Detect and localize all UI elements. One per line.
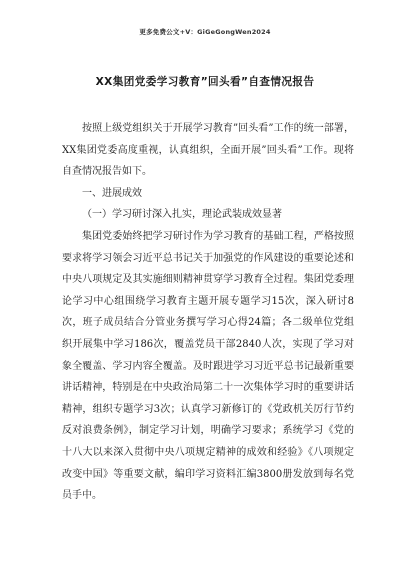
intro-paragraph: 按照上级党组织关于开展学习教育”回头看”工作的统一部署，XX集团党委高度重视，认真组织，全面开展”回头看”工作。现将自查情况报告如下。	[62, 123, 354, 178]
header-note: 更多免费公文+V：GiGeGongWen2024	[139, 28, 271, 36]
document-body	[62, 118, 354, 507]
subsection-heading: （一）学习研讨深入扎实，理论武装成效显著	[82, 209, 282, 221]
section-heading: 一、进展成效	[82, 187, 142, 199]
body-paragraph: 集团党委始终把学习研讨作为学习教育的基础工程，严格按照要求将学习领会习近平总书记关于加强党的作风建设的重要论述和中央八项规定及其实施细则精神贯穿学习教育全过程。集团党委理论学习中心组围绕学习教育主题开展专题学习15次，深入研讨8次，班子成员结合分管业务撰写学习心得24篇；各二级单位党组织开展集中学习186次，覆盖党员干部2840人次，实现了学习对象全覆盖、学习内容全覆盖。及时跟进学习习近平总书记最新重要讲话精神，特别是在中央政治局第二十一次集体学习时的重要讲话精神，组织专题学习3次；认真学习新修订的《党政机关厉行节约反对浪费条例》，制定学习计划，明确学习要求；系统学习《党的十八大以来深入贯彻中央八项规定精神的成效和经验》《八项规定改变中国》等重要文献，编印学习资料汇编3800册发放到每名党员手中。	[62, 230, 354, 502]
document-title: XX集团党委学习教育”回头看”自查情况报告	[95, 76, 315, 88]
